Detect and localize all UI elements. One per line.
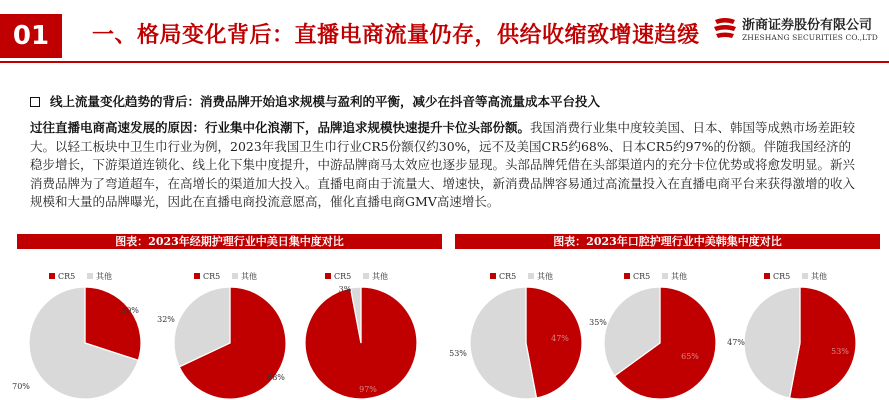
pie2-legend-cr5: CR5: [203, 272, 221, 281]
pie2-legend-other: 其他: [241, 272, 257, 281]
section-number-badge: 01: [0, 14, 62, 58]
pie3-label-other: 3%: [338, 285, 352, 294]
pie5-legend-swatch-other: [662, 273, 668, 279]
pie2-label-other: 32%: [157, 315, 175, 324]
pie4-label-cr5: 47%: [551, 334, 569, 343]
pie6-label-cr5: 53%: [831, 347, 849, 356]
pie6-legend-swatch-other: [802, 273, 808, 279]
pie3-legend-swatch-cr5: [325, 273, 331, 279]
pie3-legend-other: 其他: [372, 272, 388, 281]
pie1-legend-other: 其他: [96, 272, 112, 281]
pie4-legend-swatch-other: [528, 273, 534, 279]
logo-company-name-en: ZHESHANG SECURITIES CO.,LTD: [742, 33, 878, 42]
pie4-legend-other: 其他: [537, 272, 553, 281]
pie5-legend-other: 其他: [671, 272, 687, 281]
pie6-slice-other: [744, 287, 800, 398]
pie1-legend-swatch-cr5: [49, 273, 55, 279]
pie4-slice-other: [470, 287, 536, 399]
pie3-label-cr5: 97%: [359, 385, 377, 394]
pie1-legend-cr5: CR5: [58, 272, 76, 281]
bullet-text: 线上流量变化趋势的背后：消费品牌开始追求规模与盈利的平衡，减少在抖音等高流量成本平台投入: [50, 94, 601, 109]
pie6-legend-cr5: CR5: [773, 272, 791, 281]
pie3-legend-swatch-other: [363, 273, 369, 279]
pie4-label-other: 53%: [449, 349, 467, 358]
pie5-legend-swatch-cr5: [624, 273, 630, 279]
pie4-legend-swatch-cr5: [490, 273, 496, 279]
pie6-label-other: 47%: [727, 338, 745, 347]
paragraph-body: 我国消费行业集中度较美国、日本、韩国等成熟市场差距较大。以轻工板块中卫生巾行业为例，2023年我国卫生巾行业CR5份额仅约30%，远不及美国CR5约68%、日本CR5约97%的份额。伴随我国经济的稳步增长，下游渠道连锁化、线上化下集中度提升，中游品牌商马太效应也逐步显现。头部品牌凭借在头部渠道内的充分卡位优势或将愈发明显。新兴消费品牌为了弯道超车，在高增长的渠道加大投入。直播电商由于流量大、增速快，新消费品牌容易通过高流量投入在直播电商平台来获得激增的收入规模和大量的品牌曝光，因此在直播电商投流意愿高，催化直播电商GMV高速增长。: [30, 120, 856, 209]
pie2-legend-swatch-cr5: [194, 273, 200, 279]
pie4-legend-cr5: CR5: [499, 272, 517, 281]
pie3-legend-cr5: CR5: [334, 272, 352, 281]
pie2-label-cr5: 68%: [267, 373, 285, 382]
pie6-legend-swatch-cr5: [764, 273, 770, 279]
pie5-label-cr5: 65%: [681, 352, 699, 361]
chart-title-right: 图表：2023年口腔护理行业中美韩集中度对比: [455, 234, 880, 249]
page-title: 一、格局变化背后：直播电商流量仍存，供给收缩致增速趋缓: [92, 23, 700, 48]
paragraph-lead: 过往直播电商高速发展的原因：行业集中化浪潮下，品牌追求规模快速提升卡位头部份额。: [30, 120, 531, 135]
logo-company-name: 浙商证券股份有限公司: [742, 18, 873, 33]
pie5-legend-cr5: CR5: [633, 272, 651, 281]
pie6-legend-other: 其他: [811, 272, 827, 281]
chart-title-left: 图表：2023年经期护理行业中美日集中度对比: [17, 234, 442, 249]
pie1-legend-swatch-other: [87, 273, 93, 279]
pie1-label-cr5: 30%: [121, 306, 139, 315]
pie2-legend-swatch-other: [232, 273, 238, 279]
pie1-label-other: 70%: [12, 382, 30, 391]
pie5-label-other: 35%: [589, 318, 607, 327]
